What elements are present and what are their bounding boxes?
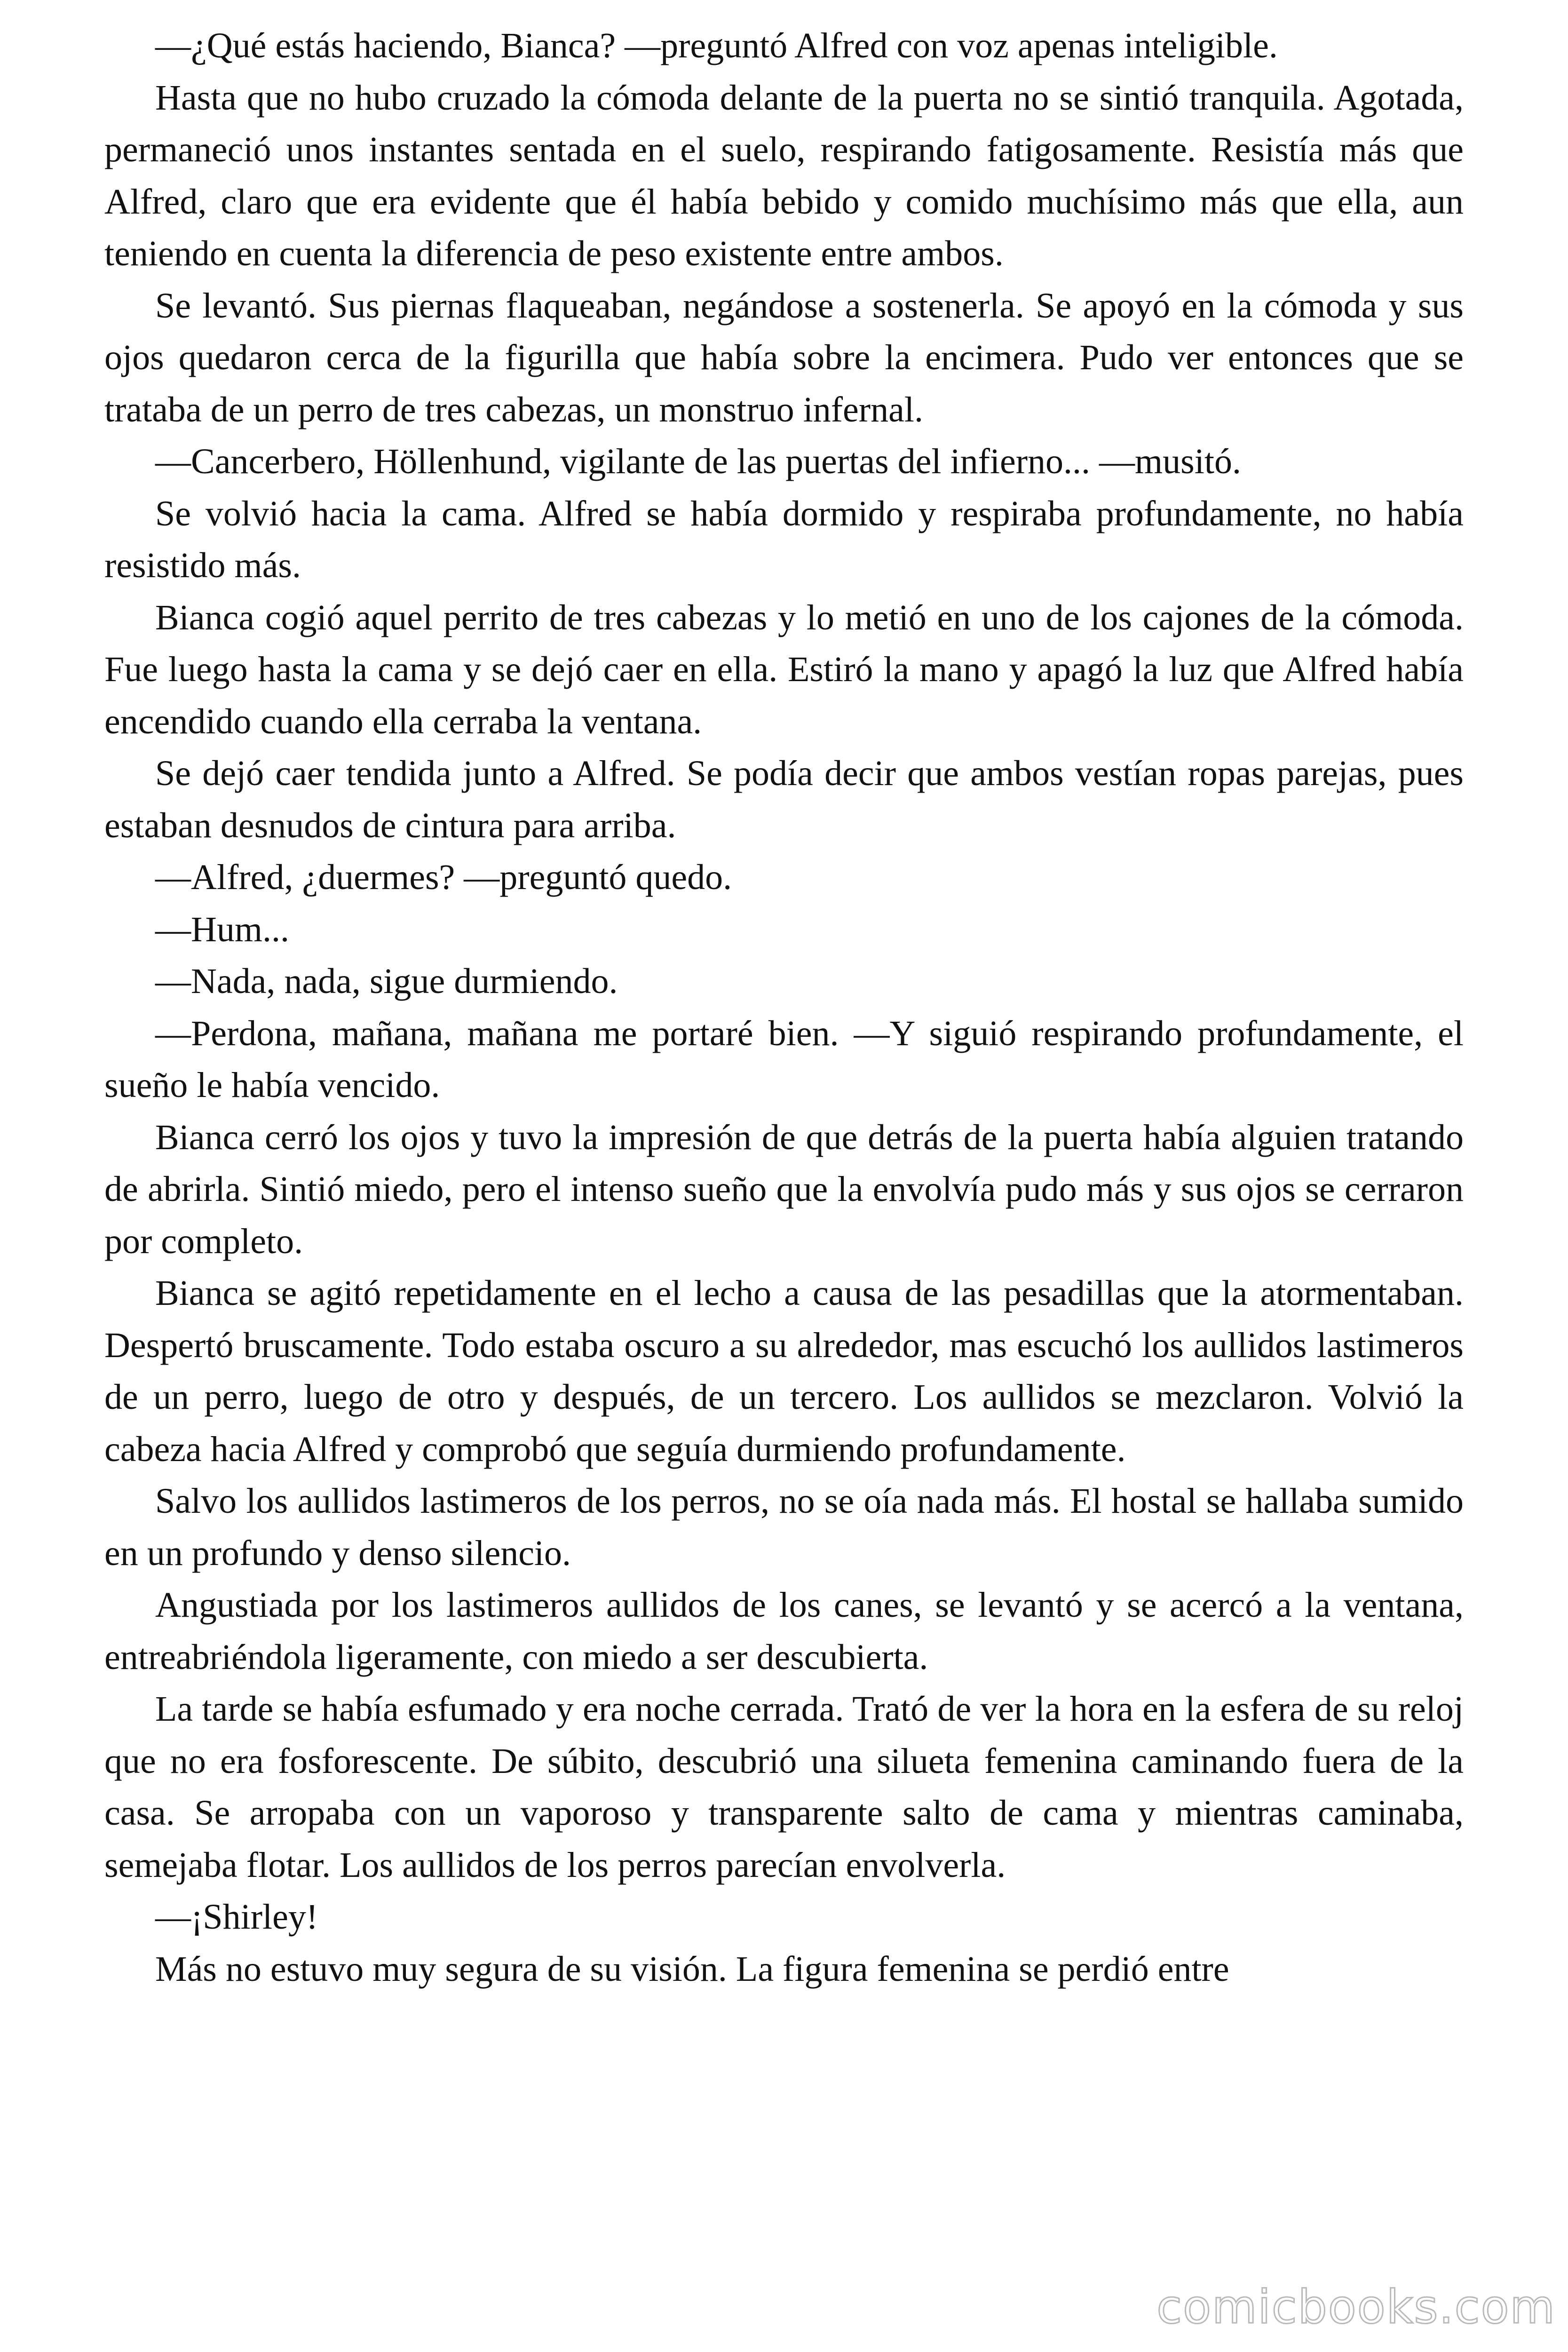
- paragraph: —Hum...: [155, 909, 289, 949]
- paragraph: —¿Qué estás haciendo, Bianca? —preguntó Alfred con voz apenas inteligible.: [155, 26, 1278, 65]
- paragraph: La tarde se había esfumado y era noche cerrada. Trató de ver la hora en la esfera de su reloj que no era fosforescente. De súbito, descubrió una silueta femenina caminando fuera de la casa. Se arropaba con un vaporoso y transparente salto de cama y mientras caminaba, semejaba flotar. Los aullidos de los perros parecían envolverla.: [104, 1689, 1464, 1885]
- paragraph: Bianca cerró los ojos y tuvo la impresión de que detrás de la puerta había alguien tratando de abrirla. Sintió miedo, pero el intenso sueño que la envolvía pudo más y sus ojos se cerraron por completo.: [104, 1117, 1464, 1261]
- paragraph: Bianca se agitó repetidamente en el lecho a causa de las pesadillas que la atormentaban. Despertó bruscamente. Todo estaba oscuro a su alrededor, mas escuchó los aullidos lastimeros de un perro, luego de otro y después, de un tercero. Los aullidos se mezclaron. Volvió la cabeza hacia Alfred y comprobó que seguía durmiendo profundamente.: [104, 1273, 1464, 1469]
- paragraph: Hasta que no hubo cruzado la cómoda delante de la puerta no se sintió tranquila. Agotada, permaneció unos instantes sentada en el suelo, respirando fatigosamente. Resistía más que Alfred, claro que era evidente que él había bebido y comido muchísimo más que ella, aun teniendo en cuenta la diferencia de peso existente entre ambos.: [104, 78, 1464, 273]
- paragraph: Más no estuvo muy segura de su visión. La figura femenina se perdió entre: [155, 1949, 1229, 1989]
- page-body-text: [104, 20, 1464, 1995]
- paragraph: —Alfred, ¿duermes? —preguntó quedo.: [155, 858, 732, 897]
- paragraph: Salvo los aullidos lastimeros de los perros, no se oía nada más. El hostal se hallaba sumido en un profundo y denso silencio.: [104, 1481, 1464, 1573]
- paragraph: Se levantó. Sus piernas flaqueaban, negándose a sostenerla. Se apoyó en la cómoda y sus ojos quedaron cerca de la figurilla que había sobre la encimera. Pudo ver entonces que se trataba de un perro de tres cabezas, un monstruo infernal.: [104, 286, 1464, 429]
- paragraph: —Perdona, mañana, mañana me portaré bien. —Y siguió respirando profundamente, el sueño le había vencido.: [104, 1013, 1464, 1105]
- paragraph: Se dejó caer tendida junto a Alfred. Se podía decir que ambos vestían ropas parejas, pues estaban desnudos de cintura para arriba.: [104, 754, 1464, 845]
- paragraph: —Cancerbero, Höllenhund, vigilante de las puertas del infierno... —musitó.: [155, 442, 1241, 481]
- paragraph: —Nada, nada, sigue durmiendo.: [155, 961, 618, 1001]
- paragraph: Se volvió hacia la cama. Alfred se había dormido y respiraba profundamente, no había resistido más.: [104, 493, 1464, 585]
- paragraph: Bianca cogió aquel perrito de tres cabezas y lo metió en uno de los cajones de la cómoda. Fue luego hasta la cama y se dejó caer en ella. Estiró la mano y apagó la luz que Alfred había encendido cuando ella cerraba la ventana.: [104, 597, 1464, 741]
- paragraph: Angustiada por los lastimeros aullidos de los canes, se levantó y se acercó a la ventana, entreabriéndola ligeramente, con miedo a ser descubierta.: [104, 1585, 1464, 1677]
- paragraph: —¡Shirley!: [155, 1897, 318, 1937]
- watermark: comicbooks.com: [1156, 2280, 1556, 2334]
